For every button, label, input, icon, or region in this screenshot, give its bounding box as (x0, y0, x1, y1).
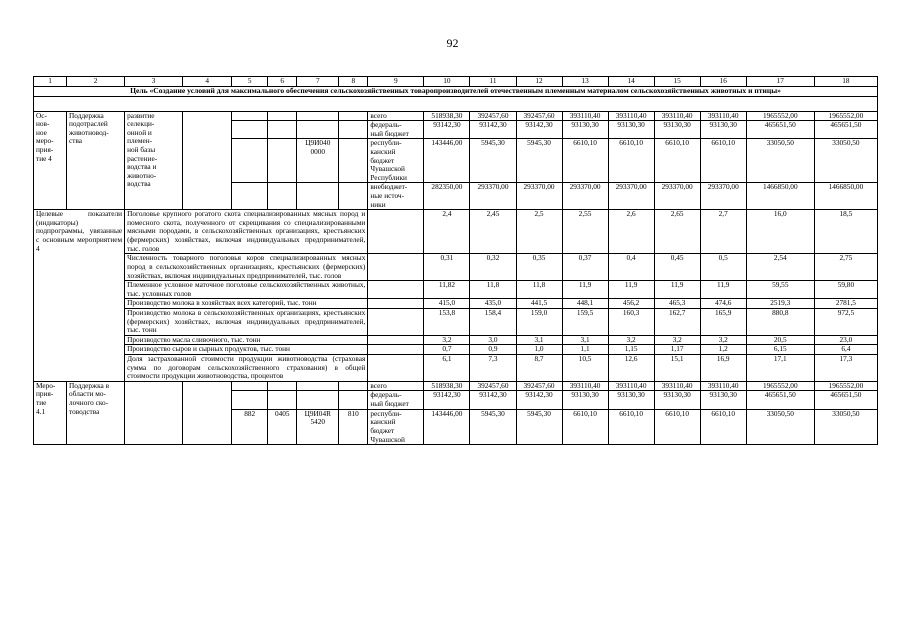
csr-code (297, 381, 339, 391)
funding-value: 93142,30 (470, 391, 516, 409)
csr-code (297, 121, 339, 139)
indicator-value: 0,31 (424, 254, 470, 281)
indicator-value: 1,15 (608, 345, 654, 355)
funding-value: 6610,10 (700, 139, 746, 183)
funding-value: 93142,30 (516, 391, 562, 409)
funding-value: 518938,30 (424, 111, 470, 121)
indicator-value: 16,9 (700, 355, 746, 382)
indicator-value: 16,0 (746, 210, 814, 254)
activity-number: Ос- нов- ное меро- прия- тие 4 (34, 111, 67, 210)
indicator-name: Производство масла сливочного, тыс. тонн (125, 335, 368, 345)
indicator-value: 2,4 (424, 210, 470, 254)
indicator-value: 15,1 (654, 355, 700, 382)
indicator-value: 0,4 (608, 254, 654, 281)
activity-goal: развитие селекци- онной и племен- ной базы растение- водства и животно- водства (125, 111, 183, 210)
indicator-value: 11,9 (562, 281, 608, 299)
indicator-value: 441,5 (516, 299, 562, 309)
column-number: 14 (608, 77, 654, 87)
indicator-value: 2,54 (746, 254, 814, 281)
rzpr (268, 121, 297, 139)
funding-value: 5945,30 (470, 139, 516, 183)
funding-value: 393110,40 (562, 111, 608, 121)
grbs (232, 121, 268, 139)
indicator-value: 10,5 (562, 355, 608, 382)
indicator-value: 2,5 (516, 210, 562, 254)
funding-value: 518938,30 (424, 381, 470, 391)
column-number: 18 (814, 77, 877, 87)
indicator-value: 165,9 (700, 308, 746, 335)
funding-value: 1965552,00 (814, 381, 877, 391)
page-number: 92 (446, 36, 459, 50)
funding-value: 5945,30 (516, 409, 562, 444)
rzpr (268, 111, 297, 121)
funding-source: федераль- ный бюджет (368, 391, 424, 409)
indicator-value: 2,7 (700, 210, 746, 254)
indicator-value: 1,1 (562, 345, 608, 355)
indicator-value: 59,80 (814, 281, 877, 299)
funding-value: 1466850,00 (814, 183, 877, 210)
indicator-value: 59,55 (746, 281, 814, 299)
activity-goal (125, 381, 183, 444)
csr-code (297, 111, 339, 121)
vr (339, 391, 368, 409)
indicator-row (34, 254, 878, 281)
funding-value: 33050,50 (746, 409, 814, 444)
grbs (232, 111, 268, 121)
grbs (232, 139, 268, 183)
indicator-value: 3,2 (608, 335, 654, 345)
indicator-value: 0,5 (700, 254, 746, 281)
indicator-value: 0,7 (424, 345, 470, 355)
vr: 810 (339, 409, 368, 444)
indicator-source (368, 345, 424, 355)
indicator-source (368, 299, 424, 309)
funding-value: 143446,00 (424, 409, 470, 444)
indicator-value: 2,55 (562, 210, 608, 254)
indicator-value: 7,3 (470, 355, 516, 382)
indicator-value: 6,1 (424, 355, 470, 382)
vr (339, 139, 368, 183)
indicator-value: 17,1 (746, 355, 814, 382)
indicator-value: 11,9 (608, 281, 654, 299)
funding-value: 1466850,00 (746, 183, 814, 210)
goal-heading: Цель «Создание условий для максимального обеспечения сельскохозяйственных товаропроизводителей отечественным племенным материалом сельскохозяйственных животных и птицы» (34, 86, 878, 96)
grbs (232, 183, 268, 210)
indicator-value: 6,15 (746, 345, 814, 355)
funding-value: 5945,30 (470, 409, 516, 444)
indicator-value: 18,5 (814, 210, 877, 254)
funding-value: 6610,10 (654, 409, 700, 444)
funding-value: 93130,30 (608, 121, 654, 139)
funding-value: 393110,40 (608, 111, 654, 121)
indicator-value: 1,0 (516, 345, 562, 355)
indicator-name: Поголовье крупного рогатого скота специализированных мясных пород и помесного скота, полученного от скрещивания со специализированными мясными породами, в сельскохозяйственных организациях, крестьянских (фермерских) хозяйствах, включая индивидуальных предпринимателей, тыс. голов (125, 210, 368, 254)
funding-value: 1965552,00 (814, 111, 877, 121)
funding-value: 33050,50 (746, 139, 814, 183)
rzpr (268, 391, 297, 409)
executor (183, 381, 232, 444)
funding-value: 393110,40 (562, 381, 608, 391)
column-number: 13 (562, 77, 608, 87)
column-number: 11 (470, 77, 516, 87)
funding-source: внебюджет- ные источ- ники (368, 183, 424, 210)
indicator-value: 474,6 (700, 299, 746, 309)
activity-name: Поддержка в области мо- лочного ско- товодства (67, 381, 125, 444)
rzpr: 0405 (268, 409, 297, 444)
funding-value: 6610,10 (562, 139, 608, 183)
indicator-value: 435,0 (470, 299, 516, 309)
funding-value: 392457,60 (470, 381, 516, 391)
indicator-name: Численность товарного поголовья коров специализированных мясных пород в сельскохозяйственных организациях, крестьянских (фермерских) хозяйствах, включая индивидуальных предпринимателей, тыс. голов (125, 254, 368, 281)
vr (339, 381, 368, 391)
indicator-source (368, 281, 424, 299)
indicator-value: 3,1 (562, 335, 608, 345)
funding-value: 33050,50 (814, 409, 877, 444)
indicator-value: 11,9 (654, 281, 700, 299)
funding-value: 93142,30 (424, 391, 470, 409)
indicator-value: 159,0 (516, 308, 562, 335)
funding-value: 293370,00 (608, 183, 654, 210)
column-number: 4 (183, 77, 232, 87)
indicator-value: 2,75 (814, 254, 877, 281)
column-number: 10 (424, 77, 470, 87)
spacer-row (34, 96, 878, 111)
indicator-value: 3,1 (516, 335, 562, 345)
indicator-value: 0,9 (470, 345, 516, 355)
funding-value: 293370,00 (562, 183, 608, 210)
funding-source: республи- канский бюджет Чувашской Республики (368, 139, 424, 183)
indicator-source (368, 210, 424, 254)
indicator-value: 2,6 (608, 210, 654, 254)
funding-value: 465651,50 (746, 121, 814, 139)
column-number: 15 (654, 77, 700, 87)
funding-value: 33050,50 (814, 139, 877, 183)
funding-value: 393110,40 (654, 381, 700, 391)
indicator-value: 3,2 (424, 335, 470, 345)
spacer (34, 96, 878, 111)
funding-value: 93130,30 (562, 391, 608, 409)
funding-value: 6610,10 (608, 139, 654, 183)
rzpr (268, 381, 297, 391)
funding-value: 393110,40 (700, 111, 746, 121)
indicator-name: Производство молока в сельскохозяйственных организациях, крестьянских (фермерских) хозяйствах, включая индивидуальных предпринимателей, тыс. тонн (125, 308, 368, 335)
indicator-value: 448,1 (562, 299, 608, 309)
funding-value: 93130,30 (654, 121, 700, 139)
funding-source: всего (368, 111, 424, 121)
funding-value: 282350,00 (424, 183, 470, 210)
indicator-value: 972,5 (814, 308, 877, 335)
indicator-value: 456,2 (608, 299, 654, 309)
funding-value: 293370,00 (470, 183, 516, 210)
activity41-row (34, 381, 878, 391)
indicator-value: 2,45 (470, 210, 516, 254)
indicator-value: 0,32 (470, 254, 516, 281)
activity-name: Поддержка подотраслей животновод- ства (67, 111, 125, 210)
executor (183, 111, 232, 210)
activity4-row (34, 111, 878, 121)
indicator-name: Производство сыров и сырных продуктов, тыс. тонн (125, 345, 368, 355)
indicator-value: 2,65 (654, 210, 700, 254)
funding-value: 393110,40 (700, 381, 746, 391)
csr-code: Ц9И040 0000 (297, 139, 339, 183)
funding-source: республи- канский бюджет Чувашской (368, 409, 424, 444)
indicator-value: 465,3 (654, 299, 700, 309)
indicator-value: 880,8 (746, 308, 814, 335)
indicator-value: 3,2 (700, 335, 746, 345)
indicator-value: 12,6 (608, 355, 654, 382)
program-table (33, 76, 878, 445)
funding-value: 93130,30 (608, 391, 654, 409)
grbs (232, 391, 268, 409)
funding-value: 293370,00 (654, 183, 700, 210)
indicator-value: 0,35 (516, 254, 562, 281)
funding-value: 93130,30 (562, 121, 608, 139)
csr-code: Ц9И04R 5420 (297, 409, 339, 444)
column-number: 9 (368, 77, 424, 87)
indicator-value: 20,5 (746, 335, 814, 345)
indicator-value: 11,9 (700, 281, 746, 299)
indicator-value: 160,3 (608, 308, 654, 335)
column-number-row (34, 77, 878, 87)
indicator-row (34, 281, 878, 299)
activity-number: Меро- прия- тие 4.1 (34, 381, 67, 444)
indicator-source (368, 254, 424, 281)
grbs: 882 (232, 409, 268, 444)
funding-value: 93142,30 (516, 121, 562, 139)
indicator-value: 6,4 (814, 345, 877, 355)
funding-value: 5945,30 (516, 139, 562, 183)
indicator-source (368, 308, 424, 335)
column-number: 8 (339, 77, 368, 87)
funding-value: 93142,30 (424, 121, 470, 139)
indicator-row (34, 210, 878, 254)
funding-value: 6610,10 (700, 409, 746, 444)
funding-value: 93142,30 (470, 121, 516, 139)
indicator-value: 153,8 (424, 308, 470, 335)
indicator-value: 3,2 (654, 335, 700, 345)
column-number: 17 (746, 77, 814, 87)
indicator-name: Производство молока в хозяйствах всех категорий, тыс. тонн (125, 299, 368, 309)
funding-value: 93130,30 (654, 391, 700, 409)
indicator-value: 0,37 (562, 254, 608, 281)
funding-value: 143446,00 (424, 139, 470, 183)
funding-value: 465651,50 (814, 121, 877, 139)
indicator-value: 415,0 (424, 299, 470, 309)
funding-value: 293370,00 (516, 183, 562, 210)
vr (339, 121, 368, 139)
indicator-name: Доля застрахованной стоимости продукции животноводства (страховая сумма по договорам сельскохозяйственного страхования) в общей стоимости продукции животноводства, процентов (125, 355, 368, 382)
csr-code (297, 391, 339, 409)
funding-value: 465651,50 (814, 391, 877, 409)
column-number: 6 (268, 77, 297, 87)
funding-value: 393110,40 (654, 111, 700, 121)
indicators-label: Целевые показатели (индикаторы) подпрограммы, увязанные с основным мероприятием 4 (34, 210, 125, 382)
funding-value: 6610,10 (562, 409, 608, 444)
funding-value: 93130,30 (700, 121, 746, 139)
grbs (232, 381, 268, 391)
rzpr (268, 183, 297, 210)
indicator-row (34, 335, 878, 345)
indicator-source (368, 355, 424, 382)
funding-value: 6610,10 (608, 409, 654, 444)
column-number: 7 (297, 77, 339, 87)
indicator-value: 158,4 (470, 308, 516, 335)
vr (339, 183, 368, 210)
funding-value: 392457,60 (516, 111, 562, 121)
funding-value: 1965552,00 (746, 111, 814, 121)
funding-value: 392457,60 (516, 381, 562, 391)
indicator-value: 0,45 (654, 254, 700, 281)
column-number: 3 (125, 77, 183, 87)
indicator-value: 23,0 (814, 335, 877, 345)
rzpr (268, 139, 297, 183)
funding-value: 393110,40 (608, 381, 654, 391)
indicator-row (34, 308, 878, 335)
indicator-value: 3,0 (470, 335, 516, 345)
column-number: 5 (232, 77, 268, 87)
funding-value: 392457,60 (470, 111, 516, 121)
funding-source: федераль- ный бюджет (368, 121, 424, 139)
column-number: 16 (700, 77, 746, 87)
indicator-value: 162,7 (654, 308, 700, 335)
column-number: 1 (34, 77, 67, 87)
indicator-value: 2781,5 (814, 299, 877, 309)
indicator-value: 11,8 (470, 281, 516, 299)
csr-code (297, 183, 339, 210)
vr (339, 111, 368, 121)
funding-value: 465651,50 (746, 391, 814, 409)
goal-row (34, 86, 878, 96)
funding-value: 293370,00 (700, 183, 746, 210)
column-number: 12 (516, 77, 562, 87)
indicator-source (368, 335, 424, 345)
indicator-value: 8,7 (516, 355, 562, 382)
column-number: 2 (67, 77, 125, 87)
indicator-value: 1,17 (654, 345, 700, 355)
indicator-value: 1,2 (700, 345, 746, 355)
indicator-value: 17,3 (814, 355, 877, 382)
indicator-row (34, 355, 878, 382)
indicator-value: 11,8 (516, 281, 562, 299)
funding-value: 1965552,00 (746, 381, 814, 391)
funding-value: 93130,30 (700, 391, 746, 409)
funding-source: всего (368, 381, 424, 391)
funding-value: 6610,10 (654, 139, 700, 183)
indicator-value: 2519,3 (746, 299, 814, 309)
indicator-row (34, 299, 878, 309)
indicator-name: Племенное условное маточное поголовье сельскохозяйственных животных, тыс. условных голов (125, 281, 368, 299)
indicator-row (34, 345, 878, 355)
indicator-value: 11,82 (424, 281, 470, 299)
indicator-value: 159,5 (562, 308, 608, 335)
